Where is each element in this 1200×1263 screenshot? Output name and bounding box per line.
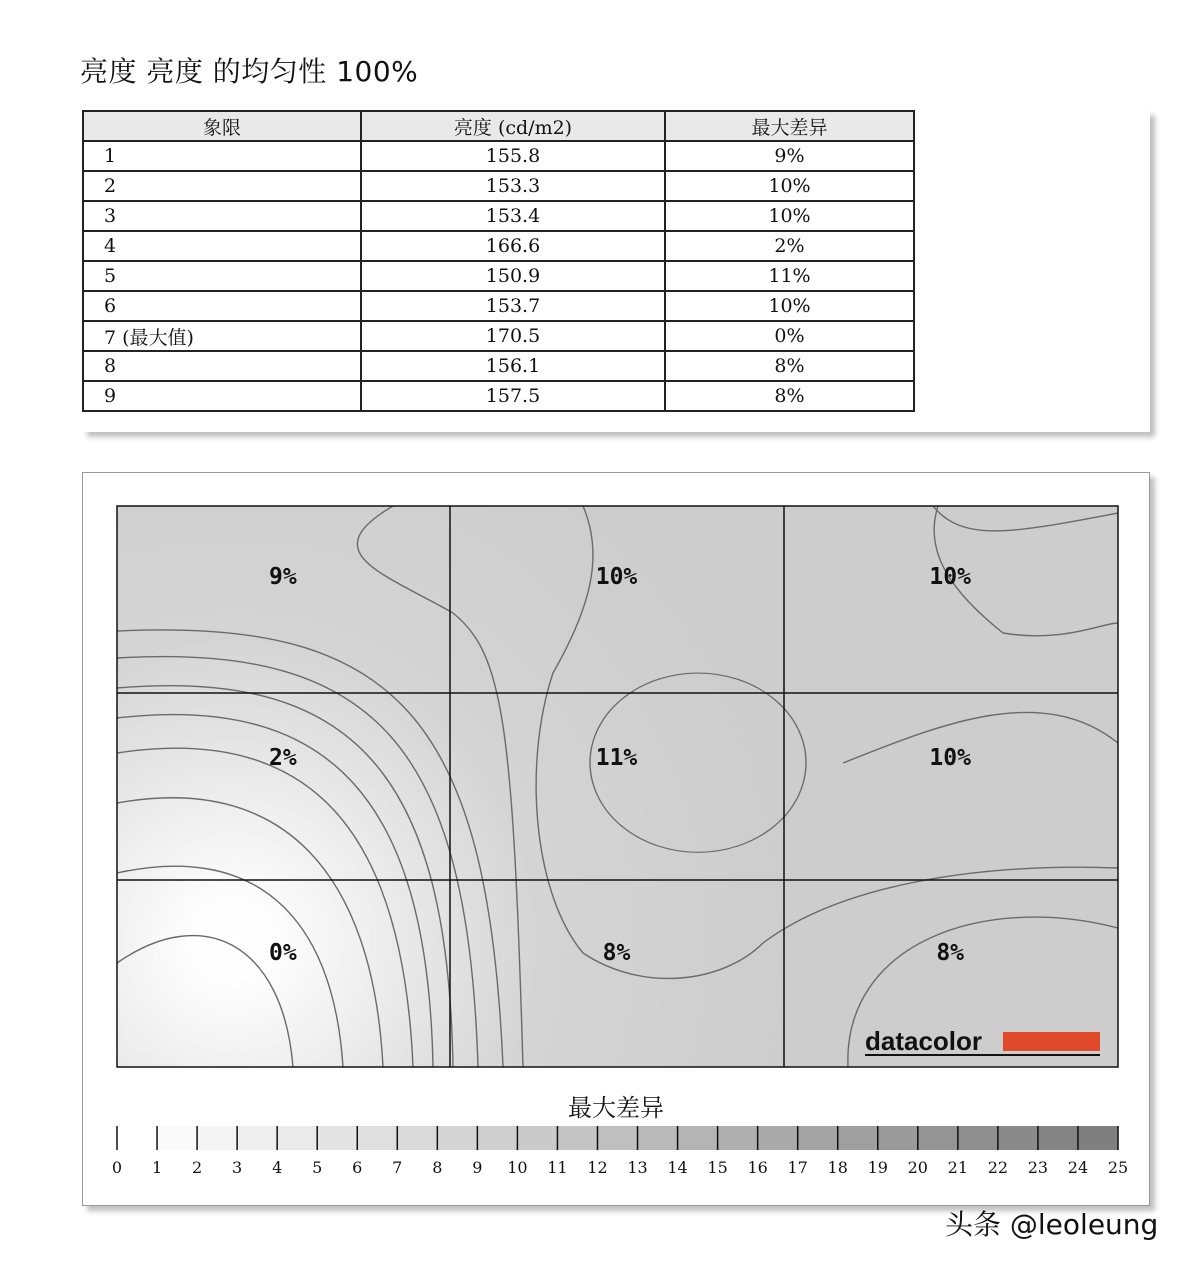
legend-swatch	[798, 1126, 839, 1150]
table-row	[83, 171, 914, 201]
legend-swatch	[878, 1126, 919, 1150]
cell-max-diff: 10%	[665, 171, 914, 201]
cell-luminance: 157.5	[361, 381, 665, 411]
legend-swatch	[437, 1126, 478, 1150]
legend-tick-label: 3	[232, 1158, 243, 1177]
cell-max-diff: 11%	[665, 261, 914, 291]
table-header-row	[83, 111, 914, 141]
legend-tick-label: 2	[191, 1158, 203, 1177]
legend-swatch	[117, 1126, 158, 1150]
legend-tick-label: 9	[472, 1158, 483, 1177]
legend-tick-label: 13	[627, 1158, 648, 1177]
cell-quadrant: 7 (最大值)	[83, 321, 361, 351]
cell-max-diff: 9%	[665, 141, 914, 171]
legend-tick-label: 7	[392, 1158, 403, 1177]
cell-luminance: 156.1	[361, 351, 665, 381]
legend-tick-label: 10	[507, 1158, 528, 1177]
legend-swatch	[557, 1126, 598, 1150]
cell-label-6: 10%	[929, 745, 971, 771]
table-row	[83, 261, 914, 291]
table-row	[83, 351, 914, 381]
header-max-diff: 最大差异	[665, 111, 914, 141]
table-row	[83, 381, 914, 411]
cell-quadrant: 6	[83, 291, 361, 321]
cell-luminance: 155.8	[361, 141, 665, 171]
cell-luminance: 153.4	[361, 201, 665, 231]
legend-swatch	[958, 1126, 999, 1150]
datacolor-red-bar	[1003, 1032, 1100, 1051]
page-title: 亮度 亮度 的均匀性 100%	[80, 55, 419, 88]
cell-quadrant: 9	[83, 381, 361, 411]
cell-luminance: 153.7	[361, 291, 665, 321]
cell-luminance: 150.9	[361, 261, 665, 291]
legend-swatch	[317, 1126, 358, 1150]
legend-scale	[112, 1126, 1128, 1177]
cell-max-diff: 8%	[665, 381, 914, 411]
cell-luminance: 153.3	[361, 171, 665, 201]
cell-max-diff: 0%	[665, 321, 914, 351]
legend-tick-label: 4	[272, 1158, 283, 1177]
legend-tick-label: 1	[151, 1158, 163, 1177]
legend-swatch	[357, 1126, 398, 1150]
legend-title: 最大差异	[568, 1094, 664, 1122]
cell-label-5: 11%	[595, 745, 638, 771]
legend-tick-label: 0	[111, 1158, 123, 1177]
cell-label-7: 0%	[268, 940, 297, 966]
cell-luminance: 170.5	[361, 321, 665, 351]
cell-quadrant: 2	[83, 171, 361, 201]
legend-swatch	[718, 1126, 759, 1150]
legend-swatch	[998, 1126, 1039, 1150]
legend-swatch	[397, 1126, 438, 1150]
cell-label-3: 10%	[929, 564, 971, 590]
legend-tick-label: 22	[987, 1158, 1009, 1177]
legend-swatch	[1038, 1126, 1079, 1150]
legend-tick-label: 18	[827, 1158, 848, 1177]
legend-swatch	[277, 1126, 318, 1150]
legend-swatch	[918, 1126, 959, 1150]
cell-luminance: 166.6	[361, 231, 665, 261]
cell-label-9: 8%	[936, 940, 965, 966]
legend-tick-label: 19	[867, 1158, 888, 1177]
cell-max-diff: 10%	[665, 291, 914, 321]
legend-swatch	[237, 1126, 278, 1150]
legend-tick-label: 12	[587, 1158, 608, 1177]
legend-tick-label: 8	[432, 1158, 443, 1177]
cell-quadrant: 4	[83, 231, 361, 261]
cell-label-8: 8%	[602, 940, 631, 966]
cell-quadrant: 1	[83, 141, 361, 171]
legend-tick-label: 14	[667, 1158, 688, 1177]
legend-tick-label: 5	[312, 1158, 323, 1177]
cell-quadrant: 8	[83, 351, 361, 381]
uniformity-chart-panel	[82, 472, 1150, 1206]
cell-label-4: 2%	[268, 745, 297, 771]
legend-tick-label: 21	[947, 1158, 969, 1177]
table-row	[83, 231, 914, 261]
legend-swatch	[477, 1126, 518, 1150]
legend-swatch	[1078, 1126, 1119, 1150]
legend-tick-label: 15	[707, 1158, 728, 1177]
uniformity-heatmap	[83, 473, 1149, 1205]
legend-swatch	[758, 1126, 799, 1150]
legend-swatch	[678, 1126, 719, 1150]
legend-swatch	[197, 1126, 238, 1150]
legend-tick-label: 17	[787, 1158, 808, 1177]
cell-max-diff: 2%	[665, 231, 914, 261]
header-quadrant: 象限	[83, 111, 361, 141]
legend-tick-label: 24	[1067, 1158, 1089, 1177]
legend-tick-label: 20	[907, 1158, 928, 1177]
cell-label-2: 10%	[595, 564, 638, 590]
uniformity-table	[82, 110, 915, 412]
legend-tick-label: 6	[352, 1158, 363, 1177]
cell-quadrant: 5	[83, 261, 361, 291]
table-row	[83, 141, 914, 171]
uniformity-table-panel	[82, 110, 1150, 432]
luminance-gradient	[117, 506, 1118, 1067]
legend-swatch	[638, 1126, 679, 1150]
legend-swatch	[517, 1126, 558, 1150]
legend-tick-label: 16	[747, 1158, 768, 1177]
datacolor-wordmark: datacolor	[865, 1026, 983, 1056]
cell-max-diff: 10%	[665, 201, 914, 231]
legend-tick-label: 11	[547, 1158, 568, 1177]
table-row	[83, 321, 914, 351]
legend-swatch	[597, 1126, 638, 1150]
cell-quadrant: 3	[83, 201, 361, 231]
header-luminance: 亮度 (cd/m2)	[361, 111, 665, 141]
legend-tick-label: 25	[1107, 1158, 1129, 1177]
cell-max-diff: 8%	[665, 351, 914, 381]
watermark: 头条 @leoleung	[945, 1208, 1159, 1241]
legend-swatch	[157, 1126, 198, 1150]
table-row	[83, 201, 914, 231]
legend-swatch	[838, 1126, 879, 1150]
table-row	[83, 291, 914, 321]
cell-label-1: 9%	[268, 564, 297, 590]
legend-tick-label: 23	[1027, 1158, 1049, 1177]
